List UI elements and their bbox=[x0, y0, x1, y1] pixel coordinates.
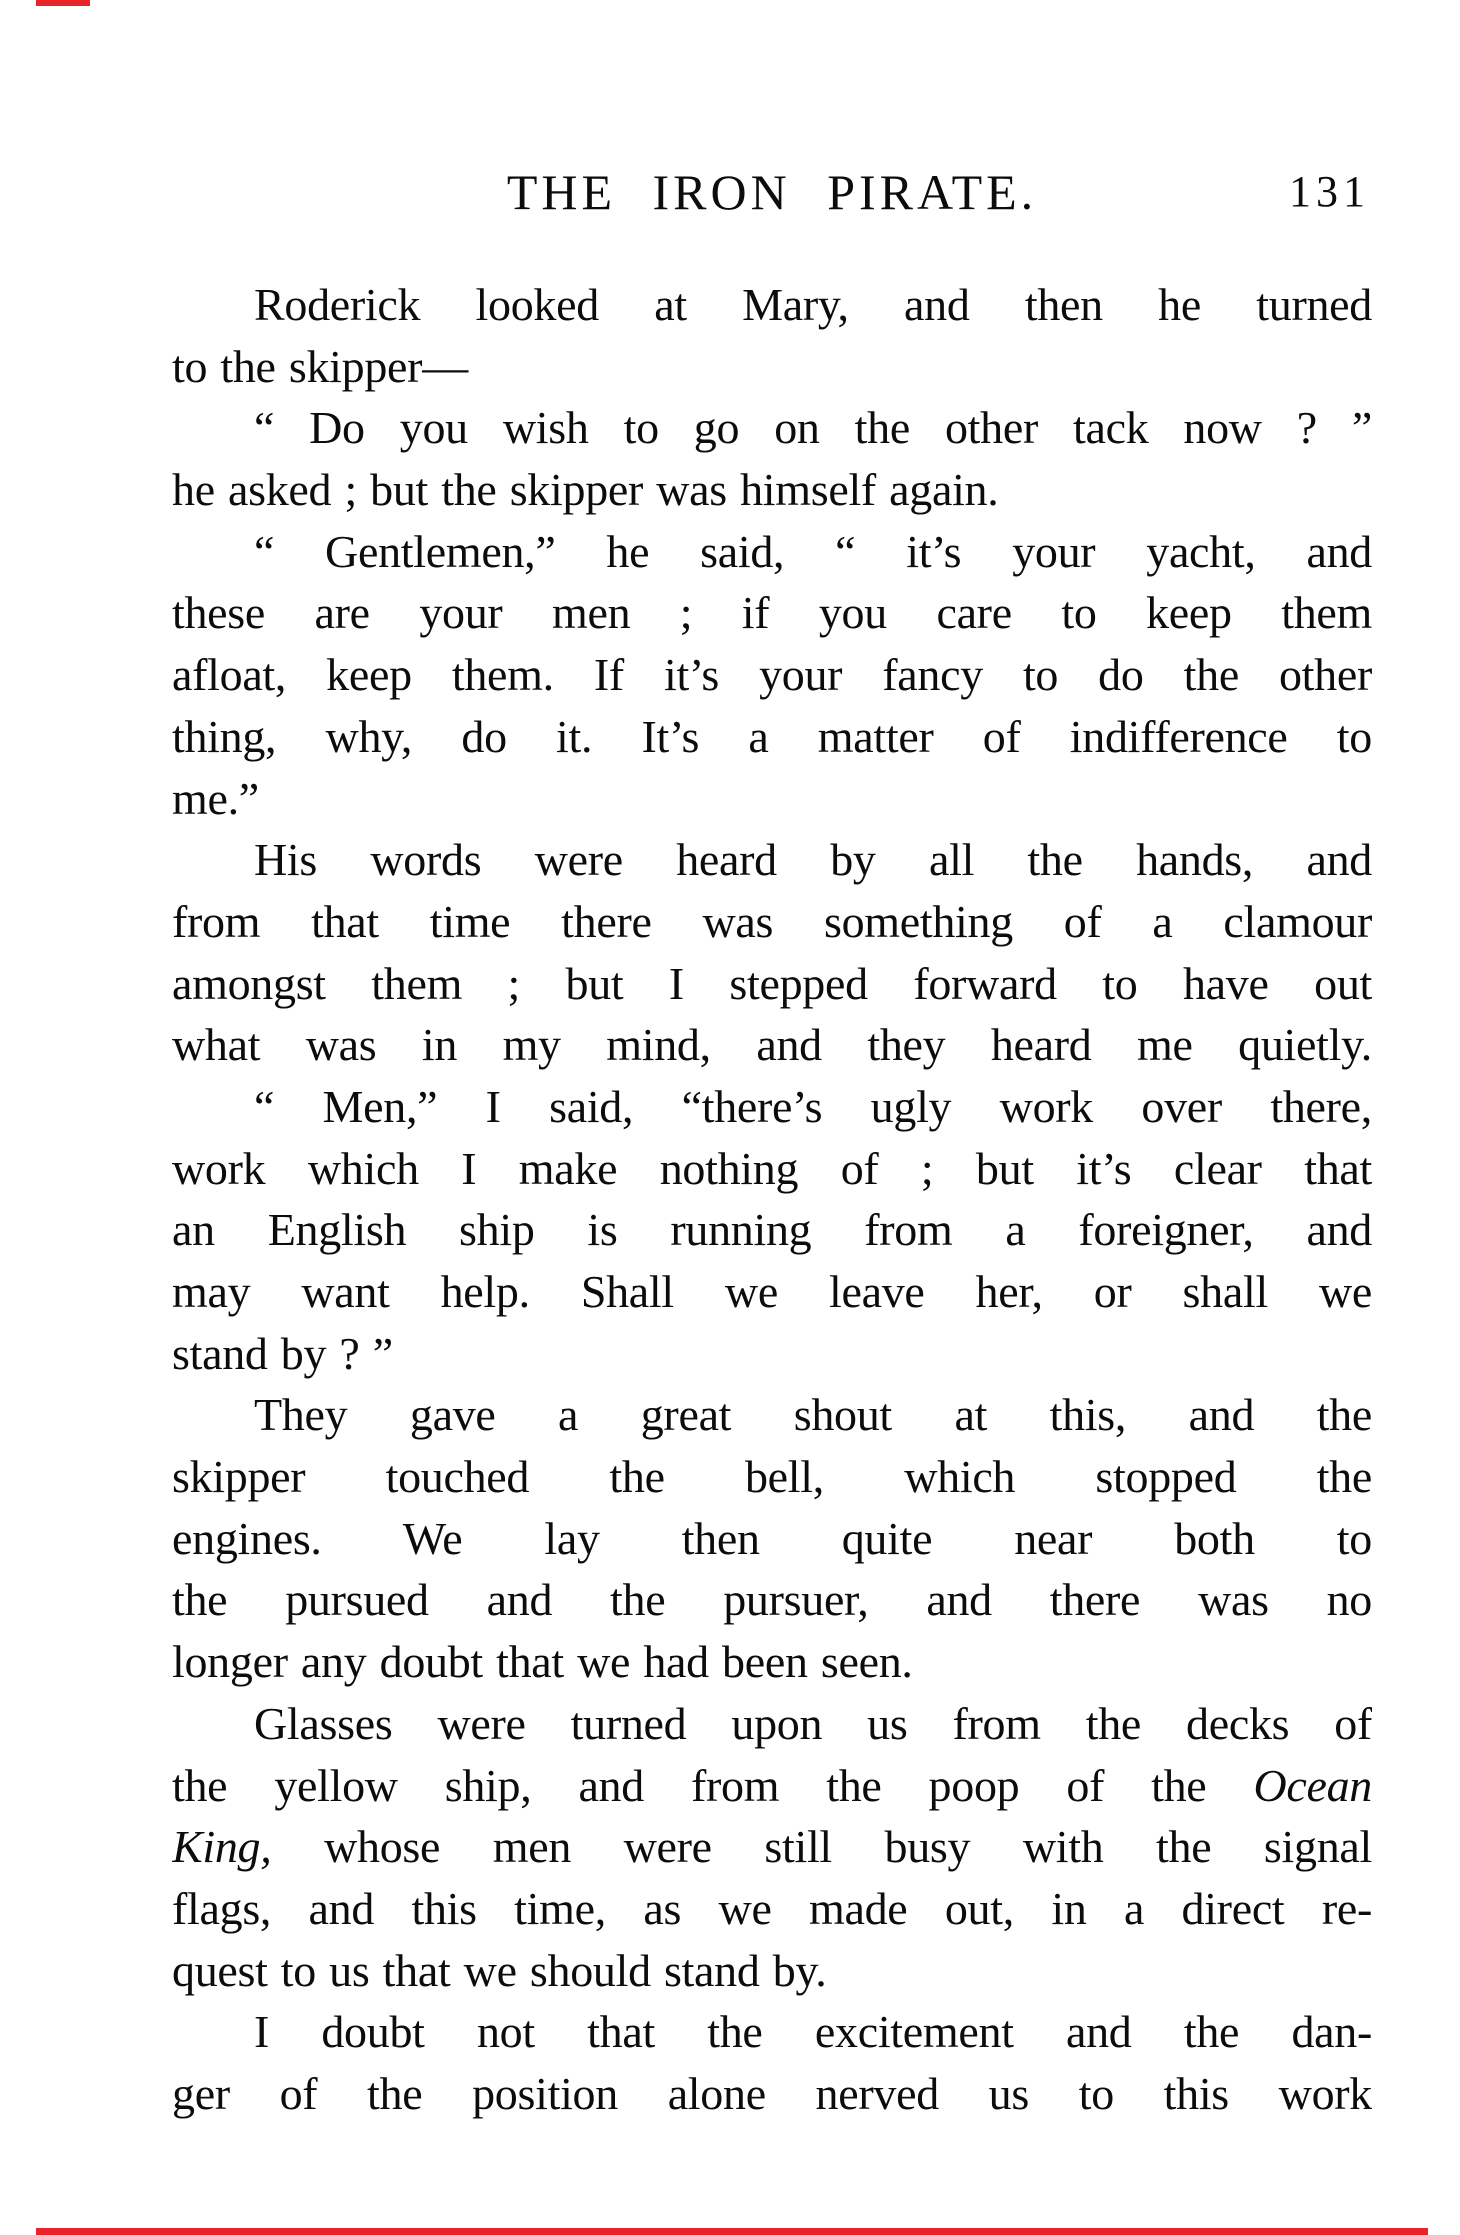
text-line: King, whose men were still busy with the signal bbox=[172, 1821, 1372, 1873]
text-line: Roderick looked at Mary, and then he turned bbox=[254, 279, 1372, 330]
red-scan-mark-top bbox=[36, 0, 90, 6]
text-line: thing, why, do it. It’s a matter of indifference to bbox=[172, 710, 1372, 762]
text-line: afloat, keep them. If it’s your fancy to do the other bbox=[172, 649, 1372, 701]
page-title: THE IRON PIRATE. bbox=[506, 164, 1038, 220]
text-line: me.” bbox=[172, 772, 259, 824]
text-line: “ Gentlemen,” he said, “ it’s your yacht, and bbox=[254, 525, 1372, 577]
text-line: longer any doubt that we had been seen. bbox=[172, 1636, 913, 1688]
text-line: these are your men ; if you care to keep them bbox=[172, 587, 1372, 639]
text-line: to the skipper— bbox=[172, 340, 468, 392]
text-line: the pursued and the pursuer, and there was no bbox=[172, 1574, 1372, 1626]
red-scan-mark-bottom bbox=[36, 2228, 1428, 2235]
text-line: skipper touched the bell, which stopped the bbox=[172, 1451, 1372, 1503]
text-line: They gave a great shout at this, and the bbox=[254, 1389, 1372, 1441]
text-line: I doubt not that the excitement and the dan- bbox=[254, 2006, 1372, 2058]
text-line: flags, and this time, as we made out, in a direct re- bbox=[172, 1882, 1372, 1934]
body-lines bbox=[172, 274, 1372, 2125]
text-line: the yellow ship, and from the poop of the Ocean bbox=[172, 1759, 1372, 1811]
text-line: work which I make nothing of ; but it’s clear that bbox=[172, 1142, 1372, 1194]
text-line: quest to us that we should stand by. bbox=[172, 1944, 827, 1996]
text-line: an English ship is running from a foreigner, and bbox=[172, 1204, 1372, 1256]
page-number: 131 bbox=[1289, 167, 1370, 216]
text-line: may want help. Shall we leave her, or shall we bbox=[172, 1266, 1372, 1317]
text-line: ger of the position alone nerved us to this work bbox=[172, 2067, 1372, 2119]
text-line: amongst them ; but I stepped forward to have out bbox=[172, 957, 1372, 1009]
text-line: “ Do you wish to go on the other tack now ? ” bbox=[254, 402, 1372, 454]
text-line: from that time there was something of a clamour bbox=[172, 895, 1372, 947]
text-line: he asked ; but the skipper was himself again. bbox=[172, 464, 999, 516]
running-header bbox=[172, 156, 1372, 228]
text-line: what was in my mind, and they heard me quietly. bbox=[172, 1019, 1372, 1071]
text-line: “ Men,” I said, “there’s ugly work over there, bbox=[254, 1080, 1372, 1132]
text-line: stand by ? ” bbox=[172, 1327, 393, 1379]
text-line: Glasses were turned upon us from the decks of bbox=[254, 1697, 1372, 1749]
text-line: engines. We lay then quite near both to bbox=[172, 1512, 1372, 1564]
text-line: His words were heard by all the hands, and bbox=[254, 834, 1372, 886]
